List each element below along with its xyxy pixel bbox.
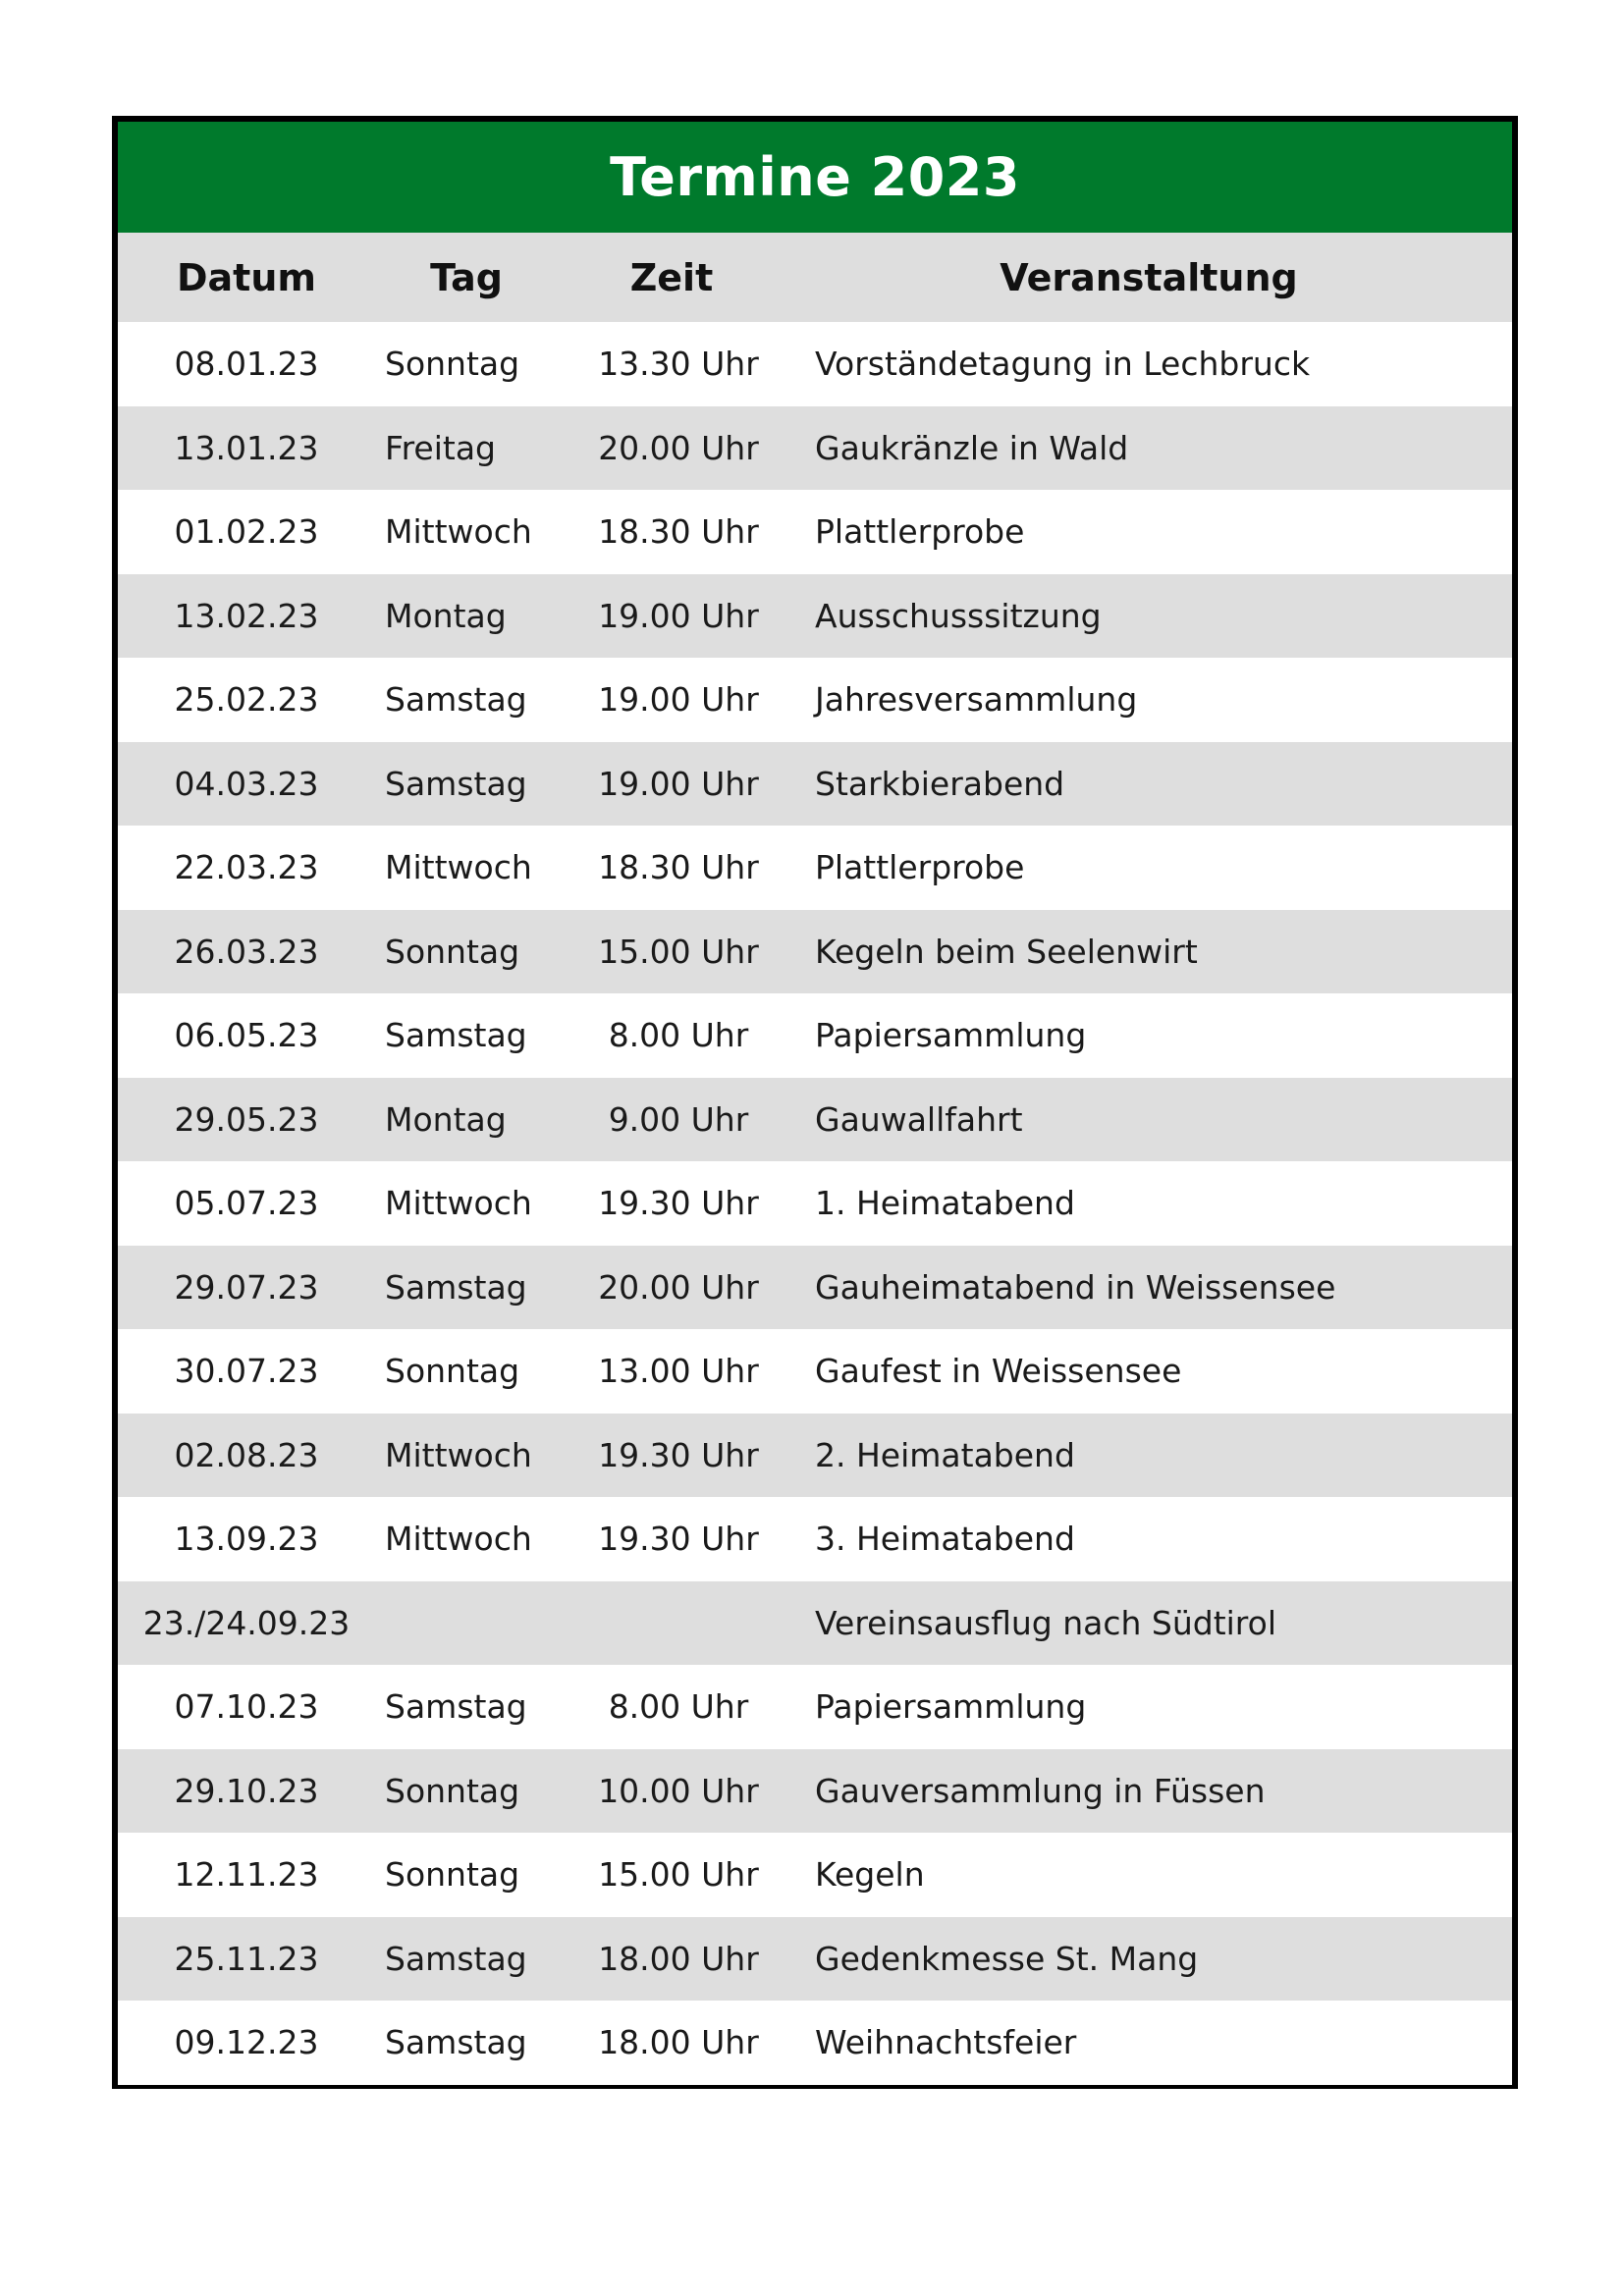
cell-event: Gaufest in Weissensee [815,1352,1182,1391]
cell-event: Jahresversammlung [815,680,1138,720]
cell-day: Sonntag [385,1855,520,1895]
cell-time: 18.00 Uhr [598,2023,759,2062]
page-title: Termine 2023 [118,122,1512,233]
table-row [118,993,1512,1078]
table-row [118,910,1512,994]
cell-date: 23./24.09.23 [142,1603,351,1642]
cell-date: 25.11.23 [174,1939,319,1978]
cell-date: 13.01.23 [174,428,319,467]
table-row [118,574,1512,659]
cell-time: 19.00 Uhr [598,680,759,720]
cell-time: 10.00 Uhr [598,1771,759,1810]
table-row [118,1917,1512,2002]
cell-date: 07.10.23 [174,1687,319,1727]
table-row [118,1497,1512,1581]
cell-time: 19.30 Uhr [598,1520,759,1559]
table-body [118,322,1512,2085]
cell-day: Samstag [385,680,527,720]
table-row [118,2001,1512,2085]
cell-event: Gedenkmesse St. Mang [815,1939,1199,1978]
table-row [118,322,1512,406]
cell-date: 04.03.23 [174,764,319,803]
cell-time: 19.00 Uhr [598,764,759,803]
cell-day: Mittwoch [385,1435,532,1474]
cell-event: Plattlerprobe [815,848,1025,887]
cell-event: Plattlerprobe [815,512,1025,552]
table-row [118,1414,1512,1498]
table-row [118,406,1512,491]
header-date: Datum [177,255,316,299]
cell-date: 22.03.23 [174,848,319,887]
cell-date: 13.02.23 [174,596,319,635]
cell-day: Samstag [385,1939,527,1978]
cell-time: 13.30 Uhr [598,345,759,384]
cell-date: 29.07.23 [174,1267,319,1307]
cell-date: 29.10.23 [174,1771,319,1810]
cell-event: Papiersammlung [815,1016,1087,1055]
table-row [118,1665,1512,1749]
header-day: Tag [430,255,503,299]
cell-time: 13.00 Uhr [598,1352,759,1391]
cell-time: 15.00 Uhr [598,932,759,971]
cell-day: Sonntag [385,932,520,971]
cell-date: 30.07.23 [174,1352,319,1391]
cell-event: Ausschusssitzung [815,596,1102,635]
cell-time: 15.00 Uhr [598,1855,759,1895]
cell-time: 18.00 Uhr [598,1939,759,1978]
cell-day: Mittwoch [385,512,532,552]
table-row [118,1749,1512,1834]
cell-event: Vorständetagung in Lechbruck [815,345,1311,384]
cell-event: Gauversammlung in Füssen [815,1771,1266,1810]
cell-event: Weihnachtsfeier [815,2023,1077,2062]
table-row [118,1161,1512,1246]
cell-date: 05.07.23 [174,1184,319,1223]
cell-day: Mittwoch [385,848,532,887]
cell-day: Sonntag [385,1352,520,1391]
cell-date: 06.05.23 [174,1016,319,1055]
cell-time: 9.00 Uhr [608,1099,749,1139]
cell-time: 18.30 Uhr [598,848,759,887]
cell-event: Vereinsausflug nach Südtirol [815,1603,1277,1642]
cell-event: Papiersammlung [815,1687,1087,1727]
cell-date: 29.05.23 [174,1099,319,1139]
header-time: Zeit [629,255,714,299]
cell-day: Freitag [385,428,497,467]
cell-day: Montag [385,1099,507,1139]
cell-time: 18.30 Uhr [598,512,759,552]
cell-day: Mittwoch [385,1184,532,1223]
cell-event: Gauwallfahrt [815,1099,1023,1139]
cell-time: 19.30 Uhr [598,1435,759,1474]
cell-date: 09.12.23 [174,2023,319,2062]
cell-event: 2. Heimatabend [815,1435,1075,1474]
cell-day: Samstag [385,2023,527,2062]
table-row [118,490,1512,574]
cell-day: Samstag [385,764,527,803]
cell-day: Mittwoch [385,1520,532,1559]
cell-date: 13.09.23 [174,1520,319,1559]
cell-date: 25.02.23 [174,680,319,720]
cell-event: Kegeln [815,1855,925,1895]
cell-event: Starkbierabend [815,764,1065,803]
cell-day: Samstag [385,1267,527,1307]
cell-day: Sonntag [385,1771,520,1810]
cell-event: Gaukränzle in Wald [815,428,1129,467]
cell-time: 8.00 Uhr [608,1016,749,1055]
cell-time: 20.00 Uhr [598,1267,759,1307]
cell-time: 20.00 Uhr [598,428,759,467]
schedule-frame [112,116,1518,2089]
cell-day: Samstag [385,1687,527,1727]
cell-time: 19.30 Uhr [598,1184,759,1223]
cell-date: 12.11.23 [174,1855,319,1895]
cell-event: Kegeln beim Seelenwirt [815,932,1198,971]
table-row [118,1581,1512,1666]
table-row [118,742,1512,827]
table-row [118,1078,1512,1162]
header-event: Veranstaltung [1000,255,1298,299]
cell-day: Montag [385,596,507,635]
table-row [118,1833,1512,1917]
cell-date: 26.03.23 [174,932,319,971]
cell-date: 01.02.23 [174,512,319,552]
cell-time: 19.00 Uhr [598,596,759,635]
table-header [118,233,1512,322]
cell-time: 8.00 Uhr [608,1687,749,1727]
cell-date: 02.08.23 [174,1435,319,1474]
cell-event: 3. Heimatabend [815,1520,1075,1559]
cell-event: 1. Heimatabend [815,1184,1075,1223]
cell-day: Samstag [385,1016,527,1055]
table-row [118,658,1512,742]
table-row [118,1329,1512,1414]
table-row [118,826,1512,910]
cell-event: Gauheimatabend in Weissensee [815,1267,1336,1307]
table-row [118,1246,1512,1330]
cell-day: Sonntag [385,345,520,384]
schedule-table [118,233,1512,2085]
cell-date: 08.01.23 [174,345,319,384]
